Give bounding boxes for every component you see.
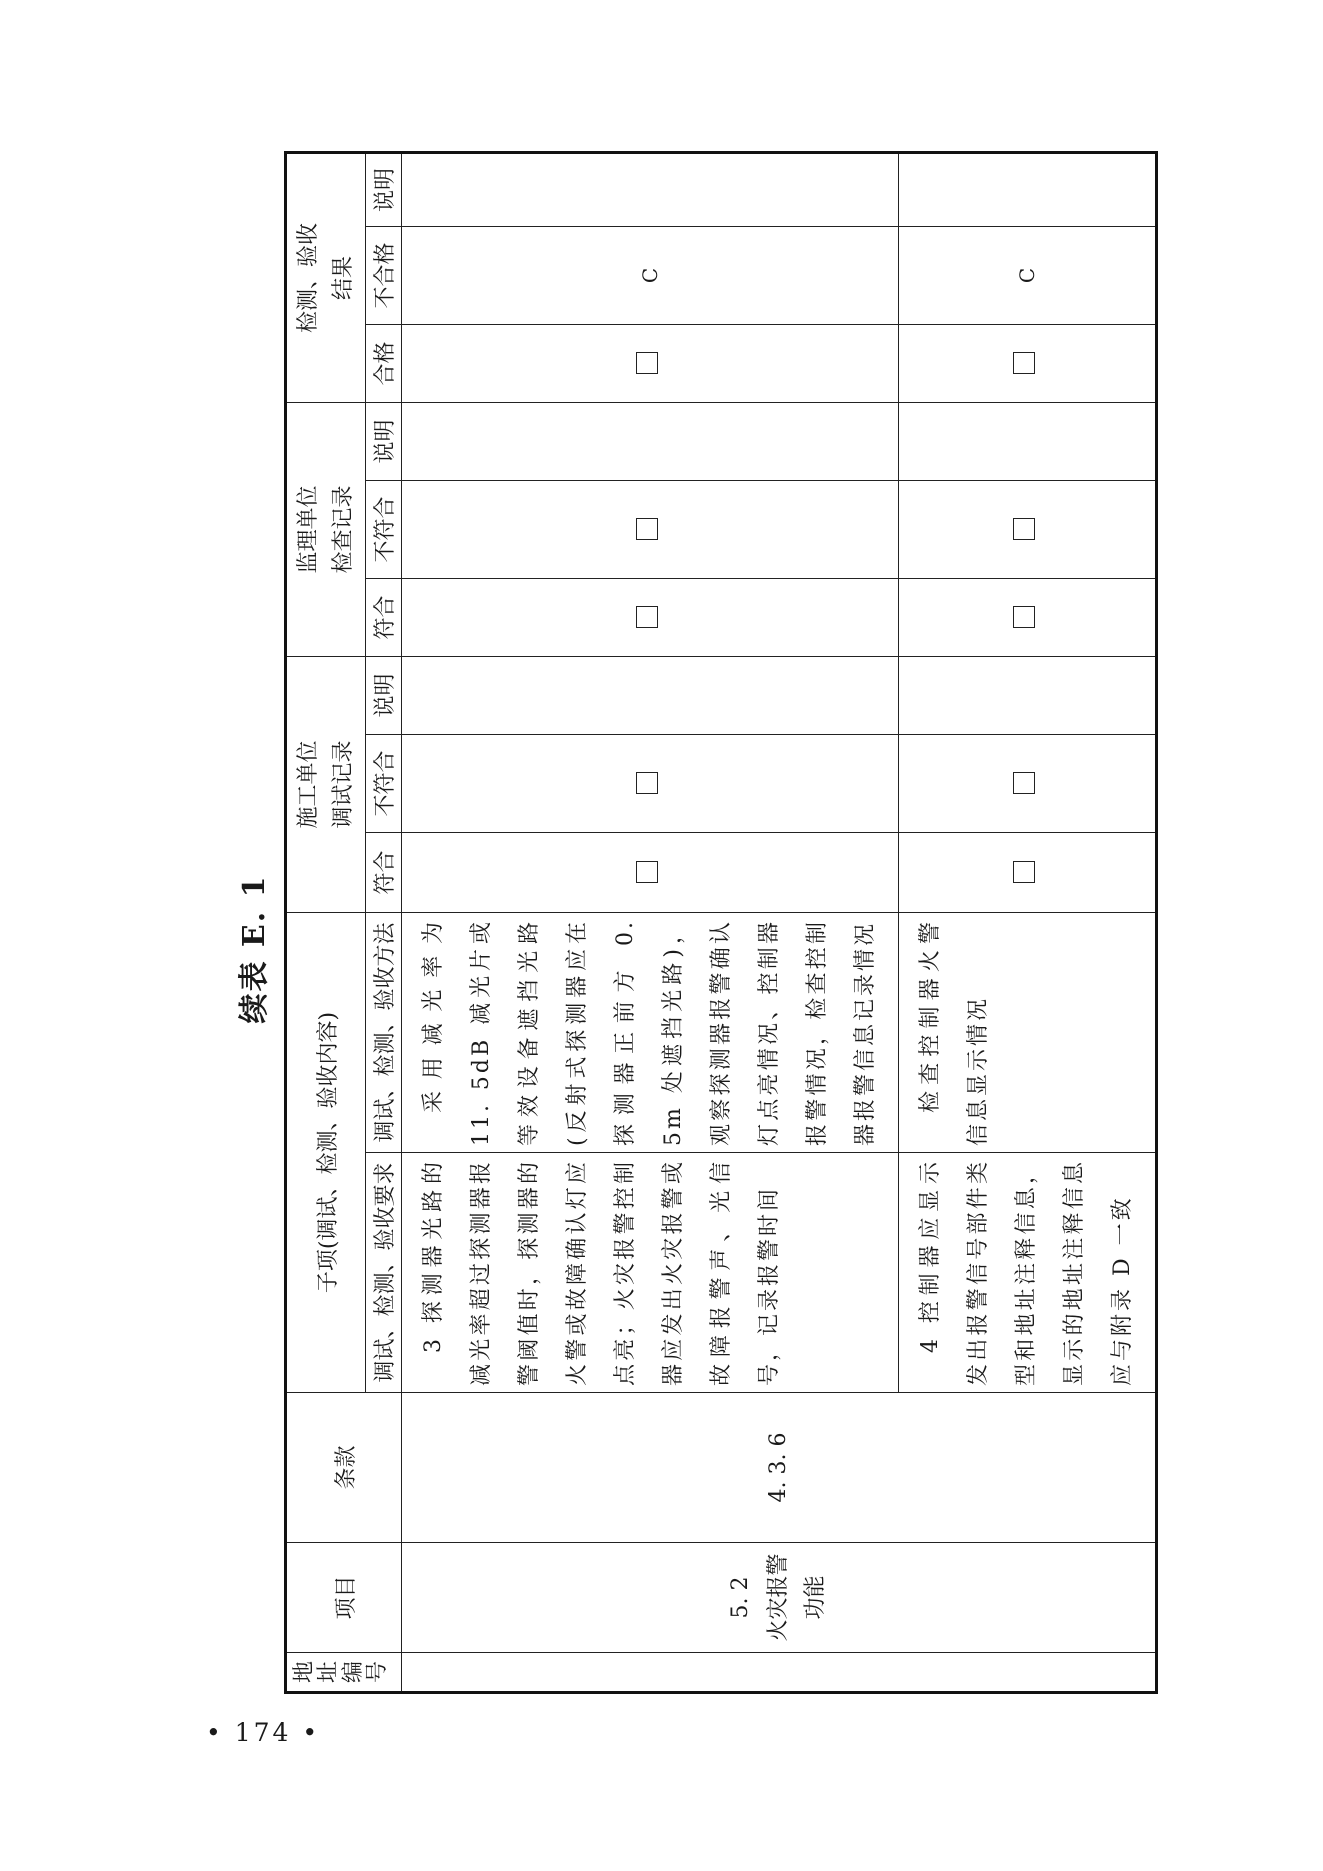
row1-construction-nonconform[interactable]: [402, 734, 899, 832]
project-name-line2: 功能: [803, 1575, 829, 1620]
checkbox[interactable]: [636, 861, 658, 883]
checkbox[interactable]: [1013, 352, 1035, 374]
address-cell: [402, 1653, 1157, 1693]
c-mark: C: [1014, 267, 1039, 284]
header-conform-1: 符合: [366, 832, 402, 912]
row1-construction-conform[interactable]: [402, 832, 899, 912]
row1-supervision-note: [402, 402, 899, 480]
header-note-1: 说明: [366, 656, 402, 734]
header-clause: 条款: [286, 1393, 402, 1543]
header-acceptance: 检测、验收 结果: [286, 152, 366, 402]
header-nonconform-2: 不符合: [366, 480, 402, 578]
project-name-line1: 火灾报警: [765, 1553, 791, 1642]
row2-qualified[interactable]: [899, 324, 1157, 402]
header-note-3: 说明: [366, 152, 402, 226]
row1-supervision-conform[interactable]: [402, 578, 899, 656]
header-address-no: 地址编号: [286, 1653, 402, 1693]
row2-construction-conform[interactable]: [899, 832, 1157, 912]
checkbox[interactable]: [1013, 606, 1035, 628]
row2-method: 检查控制器火警信息显示情况: [899, 912, 1157, 1152]
row1-acceptance-note: [402, 152, 899, 226]
row2-construction-note: [899, 656, 1157, 734]
checkbox[interactable]: [636, 352, 658, 374]
row2-requirement: 4 控制器应显示发出报警信号部件类型和地址注释信息，显示的地址注释信息应与附录 D 一致: [899, 1153, 1157, 1393]
header-supervision: 监理单位 检查记录: [286, 402, 366, 656]
c-mark: C: [637, 267, 662, 284]
header-project: 项目: [286, 1543, 402, 1653]
project-number: 5. 2: [728, 1576, 754, 1619]
header-unqualified: 不合格: [366, 226, 402, 324]
checkbox[interactable]: [1013, 518, 1035, 540]
row2-acceptance-note: [899, 152, 1157, 226]
header-method: 调试、检测、验收方法: [366, 912, 402, 1152]
row1-unqualified[interactable]: [402, 226, 899, 324]
row1-construction-note: [402, 656, 899, 734]
row2-unqualified[interactable]: [899, 226, 1157, 324]
table-title: 续表 E. 1: [237, 874, 272, 1024]
header-qualified: 合格: [366, 324, 402, 402]
header-construction: 施工单位 调试记录: [286, 656, 366, 912]
row2-supervision-nonconform[interactable]: [899, 480, 1157, 578]
clause-cell: 4. 3. 6: [402, 1393, 1157, 1543]
page-number: • 174 •: [206, 1718, 321, 1747]
row1-method: 采用减光率为 11. 5dB 减光片或等效设备遮挡光路(反射式探测器应在探测器正前方 0. 5m 处遮挡光路)，观察探测器报警确认灯点亮情况、控制器报警情况，检查控制器报警信息记录情况: [402, 912, 899, 1152]
header-nonconform-1: 不符合: [366, 734, 402, 832]
rotated-table-block: [224, 167, 1144, 1694]
row1-qualified[interactable]: [402, 324, 899, 402]
header-conform-2: 符合: [366, 578, 402, 656]
row2-supervision-note: [899, 402, 1157, 480]
checkbox[interactable]: [636, 606, 658, 628]
header-requirement: 调试、检测、验收要求: [366, 1153, 402, 1393]
row2-supervision-conform[interactable]: [899, 578, 1157, 656]
header-note-2: 说明: [366, 402, 402, 480]
checkbox[interactable]: [1013, 772, 1035, 794]
checkbox[interactable]: [636, 518, 658, 540]
inspection-table: [284, 151, 1158, 1694]
project-cell: [402, 1543, 1157, 1653]
checkbox[interactable]: [636, 772, 658, 794]
row1-supervision-nonconform[interactable]: [402, 480, 899, 578]
checkbox[interactable]: [1013, 861, 1035, 883]
row1-requirement: 3 探测器光路的减光率超过探测器报警阈值时，探测器的火警或故障确认灯应点亮；火灾报警控制器应发出火灾报警或故障报警声、光信号，记录报警时间: [402, 1153, 899, 1393]
header-sub-item: 子项(调试、检测、验收内容): [286, 912, 366, 1392]
row2-construction-nonconform[interactable]: [899, 734, 1157, 832]
